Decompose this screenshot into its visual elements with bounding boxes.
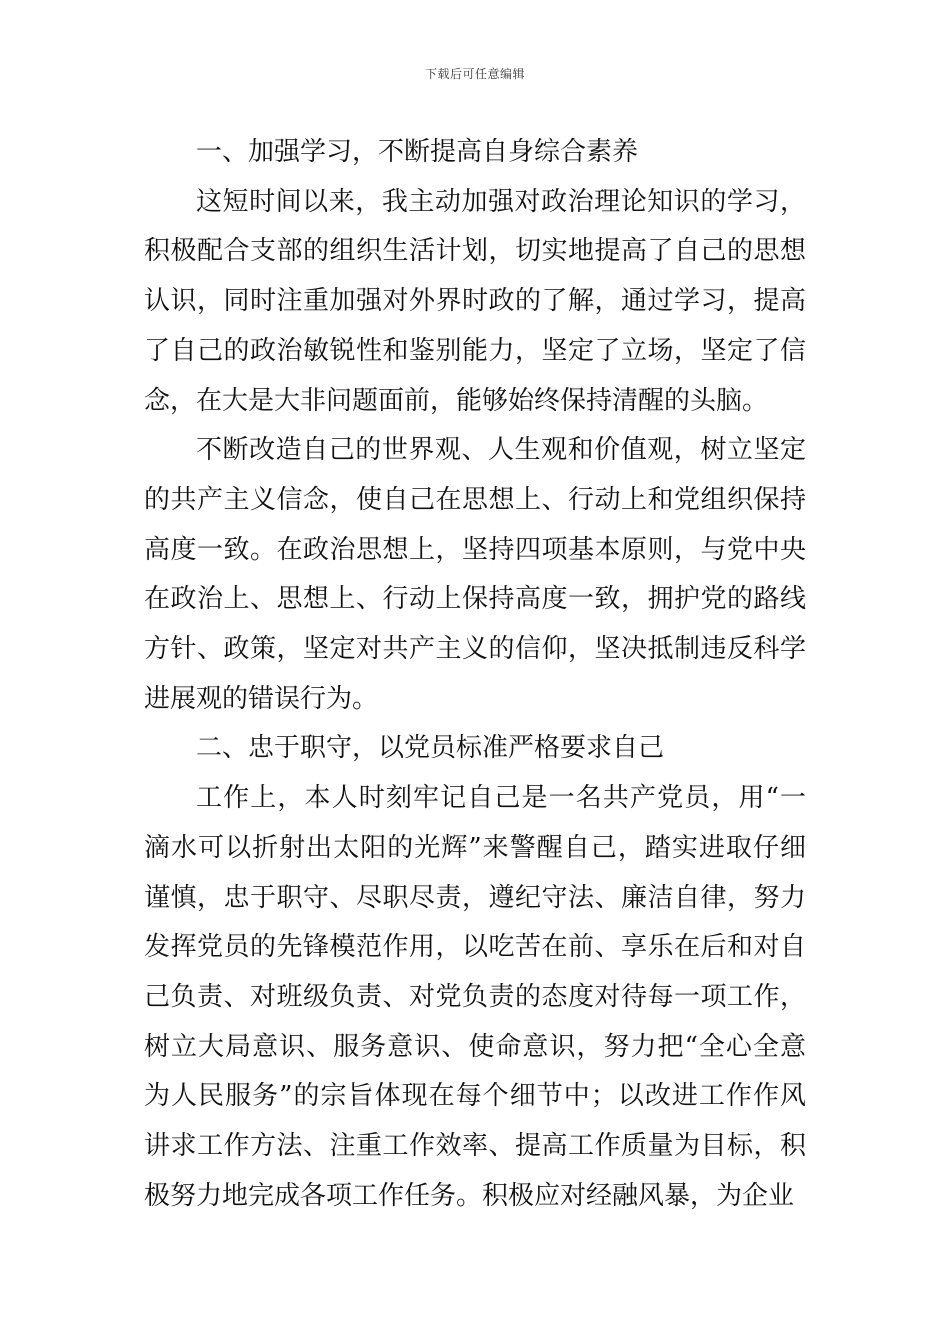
- document-body: [144, 128, 806, 1221]
- section-heading-1: 一、加强学习，不断提高自身综合素养: [196, 137, 639, 167]
- page-header-note: 下载后可任意编辑: [424, 67, 525, 81]
- section-heading-2: 二、忠于职守，以党员标准严格要求自己: [196, 733, 665, 764]
- paragraph-worldview: 不断改造自己的世界观、人生观和价值观，树立坚定的共产主义信念，使自己在思想上、行动上和党组织保持高度一致。在政治思想上，坚持四项基本原则，与党中央在政治上、思想上、行动上保持高度一致，拥护党的路线方针、政策，坚定对共产主义的信仰，坚决抵制违反科学进展观的错误行为。: [144, 435, 806, 714]
- paragraph-work: 工作上，本人时刻牢记自己是一名共产党员，用“一滴水可以折射出太阳的光辉”来警醒自己，踏实进取仔细谨慎，忠于职守、尽职尽责，遵纪守法、廉洁自律，努力发挥党员的先锋模范作用，以吃苦在前、享乐在后和对自己负责、对班级负责、对党负责的态度对待每一项工作，树立大局意识、服务意识、使命意识，努力把“全心全意为人民服务”的宗旨体现在每个细节中；以改进工作作风讲求工作方法、注重工作效率、提高工作质量为目标，积极努力地完成各项工作任务。积极应对经融风暴，为企业: [144, 783, 806, 1211]
- paragraph-study: 这短时间以来，我主动加强对政治理论知识的学习，积极配合支部的组织生活计划，切实地提高了自己的思想认识，同时注重加强对外界时政的了解，通过学习，提高了自己的政治敏锐性和鉴别能力，坚定了立场，坚定了信念，在大是大非问题面前，能够始终保持清醒的头脑。: [144, 186, 806, 416]
